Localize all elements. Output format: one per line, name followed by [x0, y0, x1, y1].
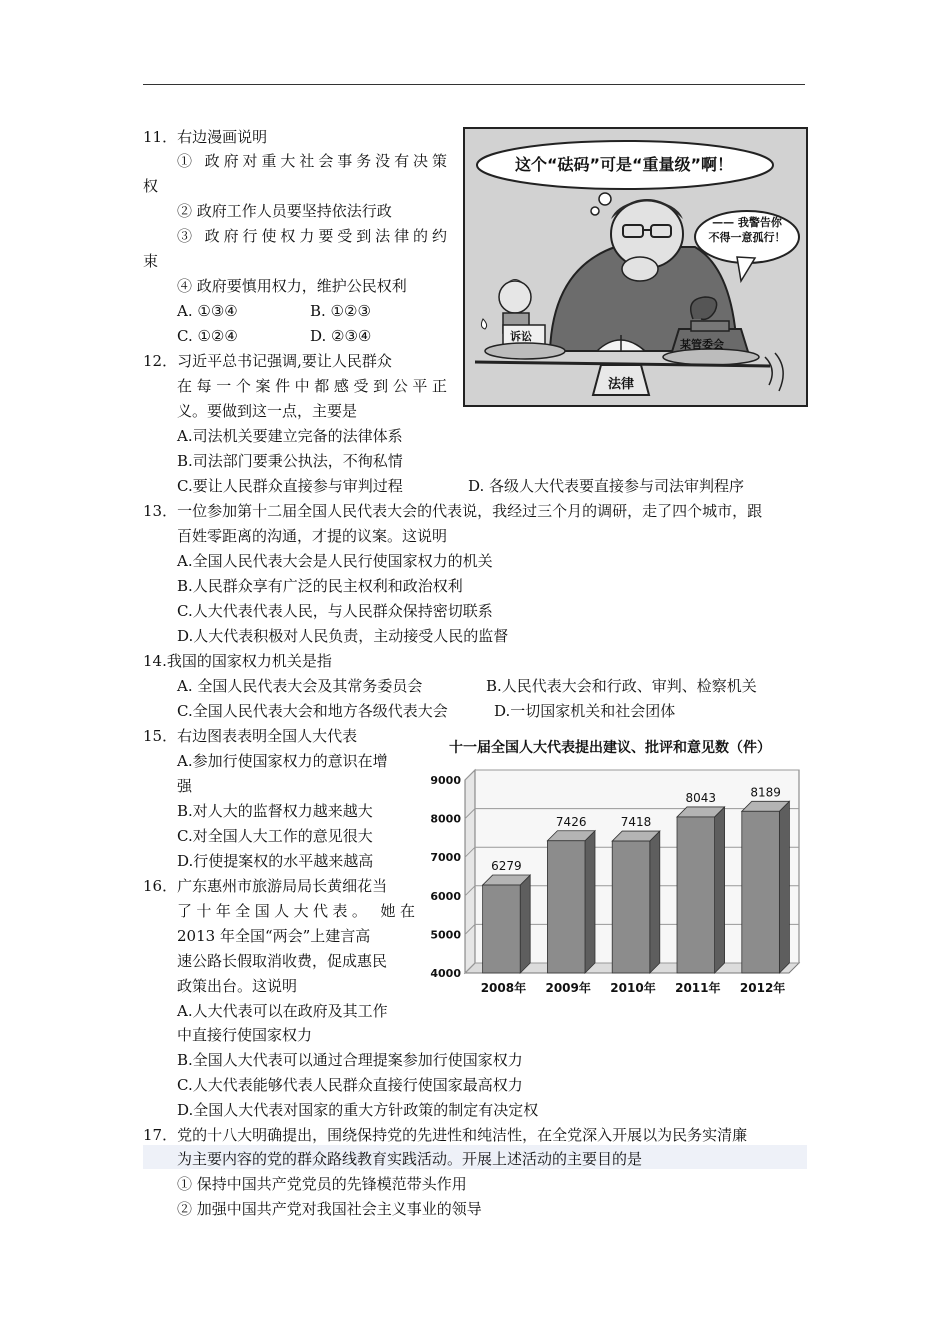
cartoon-scale-label: 法律: [608, 377, 635, 392]
q15-stem: 15．右边图表表明全国人大代表: [143, 727, 358, 745]
q17-stem-2: 为主要内容的党的群众路线教育实践活动。开展上述活动的主要目的是: [177, 1150, 643, 1168]
chart-side-wall: [465, 770, 475, 973]
q14-option-a: A. 全国人民代表大会及其常务委员会: [177, 677, 423, 695]
bar-side: [715, 807, 725, 973]
q11-choice-a: A. ①③④: [177, 302, 238, 320]
q11-option-3: ③ 政府行使权力要受到法律的约: [177, 227, 447, 245]
q13-stem-1: 13．一位参加第十二届全国人民代表大会的代表说，我经过三个月的调研，走了四个城市，跟: [143, 502, 763, 520]
bar-side: [520, 875, 530, 973]
bar-chart-svg: [427, 760, 807, 1000]
q13-stem-2: 百姓零距离的沟通，才提的议案。这说明: [177, 527, 448, 545]
bar-side: [650, 831, 660, 973]
y-tick-label: 6000: [430, 889, 461, 903]
q11-option-4: ④ 政府要慎用权力，维护公民权利: [177, 277, 407, 295]
q13-option-b: B.人民群众享有广泛的民主权利和政治权利: [177, 577, 463, 595]
bar-value-label: 6279: [491, 859, 522, 874]
q12-option-b: B.司法部门要秉公执法，不徇私情: [177, 452, 403, 470]
q14-option-c: C.全国人民代表大会和地方各级代表大会: [177, 702, 448, 720]
q12-stem-2: 在每一个案件中都感受到公平正: [177, 377, 447, 395]
cartoon-right-pan-label: 某管委会: [680, 338, 724, 351]
x-tick-label: 2008年: [480, 981, 527, 995]
y-tick-label: 4000: [430, 967, 461, 980]
q11-option-3-cont: 束: [143, 252, 159, 270]
bar-value-label: 8043: [685, 790, 717, 805]
q12-option-d: D. 各级人大代表要直接参与司法审判程序: [468, 477, 745, 495]
q12-stem-1: 12．习近平总书记强调,要让人民群众: [143, 352, 392, 370]
q17-option-1: ① 保持中国共产党党员的先锋模范带头作用: [177, 1175, 467, 1193]
x-tick-label: 2009年: [545, 981, 591, 995]
bar-value-label: 7426: [555, 814, 587, 829]
q16-option-b: B.全国人大代表可以通过合理提案参加行使国家权力: [177, 1051, 523, 1069]
bar: [483, 885, 521, 973]
q16-stem-4: 速公路长假取消收费，促成惠民: [177, 952, 388, 970]
cartoon-bubble-text: 这个“砝码”可是“重量级”啊！: [514, 155, 734, 174]
cartoon-image: [463, 127, 808, 407]
q16-stem-1: 16．广东惠州市旅游局局长黄细花当: [143, 877, 388, 895]
q16-stem-3: 2013 年全国“两会”上建言高: [177, 927, 371, 945]
q13-option-d: D.人大代表积极对人民负责，主动接受人民的监督: [177, 627, 509, 645]
q16-option-a-cont: 中直接行使国家权力: [177, 1026, 313, 1044]
y-tick-label: 9000: [430, 774, 461, 787]
q13-option-a: A.全国人民代表大会是人民行使国家权力的机关: [177, 552, 493, 570]
q15-option-d: D.行使提案权的水平越来越高: [177, 852, 374, 870]
y-tick-label: 8000: [430, 812, 461, 826]
bar-value-label: 8189: [750, 785, 781, 800]
q11-option-2: ② 政府工作人员要坚持依法行政: [177, 202, 392, 220]
q11-choice-d: D. ②③④: [310, 327, 372, 345]
bar-value-label: 7418: [620, 815, 652, 830]
q11-choice-c: C. ①②④: [177, 327, 238, 345]
q13-option-c: C.人大代表代表人民，与人民群众保持密切联系: [177, 602, 493, 620]
chart-title: 十一届全国人大代表提出建议、批评和意见数（件）: [449, 740, 771, 756]
q15-option-a-cont: 强: [177, 777, 193, 795]
bar: [612, 841, 650, 973]
y-tick-label: 5000: [430, 928, 461, 942]
q17-option-2: ② 加强中国共产党对我国社会主义事业的领导: [177, 1200, 482, 1218]
bar: [547, 841, 585, 973]
x-tick-label: 2011年: [675, 981, 721, 995]
cartoon-left-pan-label: 诉讼: [510, 330, 532, 343]
q12-option-a: A.司法机关要建立完备的法律体系: [177, 427, 403, 445]
q12-stem-3: 义。要做到这一点，主要是: [177, 402, 358, 420]
q11-stem: 11．右边漫画说明: [143, 128, 268, 146]
q14-stem: 14.我国的国家权力机关是指: [143, 652, 332, 670]
q12-option-c: C.要让人民群众直接参与审判过程: [177, 477, 403, 495]
q15-option-c: C.对全国人大工作的意见很大: [177, 827, 373, 845]
q15-option-a: A.参加行使国家权力的意识在增: [177, 752, 388, 770]
bar: [742, 811, 780, 973]
y-tick-label: 7000: [430, 851, 461, 865]
bar-chart: [427, 760, 807, 1000]
q14-option-d: D.一切国家机关和社会团体: [494, 702, 676, 720]
q15-option-b: B.对人大的监督权力越来越大: [177, 802, 373, 820]
q11-option-1-cont: 权: [143, 177, 159, 195]
bar-side: [779, 801, 789, 973]
q16-option-c: C.人大代表能够代表人民群众直接行使国家最高权力: [177, 1076, 523, 1094]
cartoon-warning-text: —— 我警告你 不得一意孤行！: [708, 216, 786, 244]
q16-stem-2: 了十年全国人大代表。 她在: [177, 902, 415, 920]
bar: [677, 817, 715, 973]
q11-option-1: ① 政府对重大社会事务没有决策: [177, 152, 447, 170]
q11-choice-b: B. ①②③: [310, 302, 371, 320]
q16-stem-5: 政策出台。这说明: [177, 977, 298, 995]
q16-option-a: A.人大代表可以在政府及其工作: [177, 1002, 388, 1020]
q14-option-b: B.人民代表大会和行政、审判、检察机关: [486, 677, 757, 695]
q17-stem-1: 17．党的十八大明确提出，围绕保持党的先进性和纯洁性，在全党深入开展以为民务实清廉: [143, 1126, 748, 1144]
x-tick-label: 2010年: [610, 981, 656, 995]
x-tick-label: 2012年: [739, 981, 786, 995]
header-rule: [143, 84, 805, 85]
bar-side: [585, 831, 595, 973]
q16-option-d: D.全国人大代表对国家的重大方针政策的制定有决定权: [177, 1101, 539, 1119]
